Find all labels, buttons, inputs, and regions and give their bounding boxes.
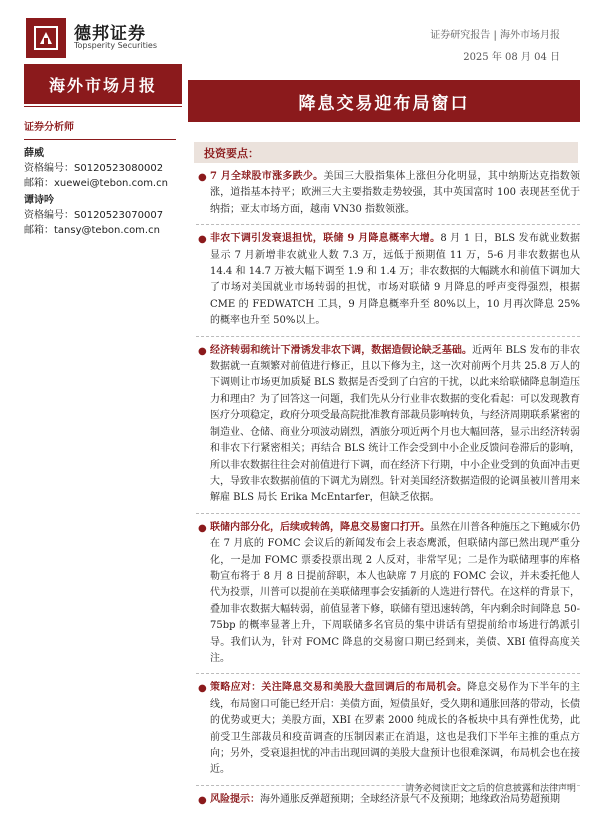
key-point-lead: 7 月全球股市涨多跌少。 [210,171,324,182]
banner-divider [24,106,182,107]
report-title: 降息交易迎布局窗口 [188,80,580,122]
section-banner: 海外市场月报 [24,64,182,104]
analyst-sidebar [24,120,184,238]
bullet-icon: ● [198,522,207,534]
analyst-entry [24,146,184,191]
logo-icon [26,18,66,58]
key-points-heading: 投资要点： [204,147,259,160]
footer-disclaimer: 请务必阅读正文之后的信息披露和法律声明 [404,784,576,794]
key-point [196,792,580,814]
bullet-icon: ● [198,683,207,695]
key-point-lead: 风险提示： [210,793,260,805]
key-point [196,520,580,675]
brand-name-en: Topsperity Securities [74,41,158,50]
report-type: 证券研究报告 | 海外市场月报 [430,30,560,41]
bullet-icon: ● [198,172,207,183]
key-point-body: 近两年 BLS 发布的非农数据就一直频繁对前值进行修正，且以下修为主，这一次对前两个月共 25.8 万人的下调则让市场更加质疑 BLS 数据是否受到了白宫的干扰，以此来给联储降息制造压力和理由？为了回答这一问题，我们先从分行业非农数据的变化看起：可以发现教育医疗分项稳定，政府分项受最高院批准教育部裁员影响转负，与经济周期联系紧密的制造业、仓储、商业分项波动剧烈，酒旅分项近两个月也大幅回落，显示出经济转弱和非农下行紧密相关；再结合 BLS 统计工作会受到中小企业反馈问卷滞后的影响，所以非农数据往往会对前值进行下调，而在经济下行期，中小企业受到的负面冲击更大，导致非农数据前值的下调尤为剧烈。针对美国经济数据造假的论调虽被川普用来解雇 BLS 局长 Erika McEntarfer，但缺乏依据。 [210,344,580,504]
key-point-body: 虽然在川普各种施压之下鲍威尔仍在 7 月底的 FOMC 会议后的新闻发布会上表态鹰派，但联储内部已然出现严重分化，一是加 FOMC 票委投票出现 2 人反对，非常罕见；二是作为联储理事的库格勒宣布将于 8 月 8 日提前辞职，本人也缺席 7 月底的 FOMC 会议，并未委托他人代为投票，川普可以提前在美联储理事会安插新的人选进行替代。在这样的背景下，叠加非农数据大幅转弱，前值显著下修，联储有望迅速转鸽，年内剩余时间降息 50-75bp 的概率显著上升，下周联储多名官员的集中讲话有望提前给市场进行鸽派引导。我们认为，针对 FOMC 降息的交易窗口期已经到来，美债、XBI 值得高度关注。 [210,521,580,664]
key-point-lead: 非农下调引发衰退担忧，联储 9 月降息概率大增。 [210,233,441,245]
key-point-lead: 经济转弱和统计下滑诱发非农下调，数据造假论缺乏基础。 [210,344,473,356]
key-point-body: 海外通胀反弹超预期；全球经济景气不及预期；地缘政治局势超预期 [260,793,560,805]
analyst-entry [24,193,184,238]
analyst-name: 谭诗吟 [24,195,54,206]
analyst-license: 资格编号：S0120523070007 [24,210,164,221]
report-date: 2025 年 08 月 04 日 [463,52,560,63]
analyst-name: 薛威 [24,148,44,159]
bullet-icon: ● [198,234,207,246]
key-points-list [196,169,580,820]
sidebar-divider [24,139,176,140]
key-point-body: 美国三大股指集体上涨但分化明显，其中纳斯达克指数领涨，道指基本持平；欧洲三大主要指数走势较强，其中英国富时 100 表现甚至优于纳指；亚太市场方面，越南 VN30 指数领涨。 [210,171,580,215]
key-point-body: 降息交易作为下半年的主线，布局窗口可能已经开启：美债方面，短债虽好，受久期和通胀回落的带动，长债的优势或更大；美股方面，XBI 在罗素 2000 纯成长的各板块中具有弹性优势，此前受卫生部裁员和疫苗调查的压制因素正在消退，这也是我们下半年主推的重点方向；另外，受衰退担忧的冲击出现回调的美股大盘预计也很难深调，布局机会也在接近。 [210,682,581,776]
key-point [196,680,580,785]
key-point-lead: 策略应对：关注降息交易和美股大盘回调后的布局机会。 [210,682,468,694]
bullet-icon: ● [198,794,207,806]
key-point [196,169,580,225]
analyst-email[interactable]: 邮箱：tansy@tebon.com.cn [24,225,160,236]
brand-name: 德邦证券 [74,24,146,44]
analyst-role-heading: 证券分析师 [24,122,74,133]
key-point [196,343,580,514]
analyst-license: 资格编号：S0120523080002 [24,163,164,174]
bullet-icon: ● [198,345,207,357]
analyst-email[interactable]: 邮箱：xuewei@tebon.com.cn [24,178,168,189]
key-point-body: 8 月 1 日，BLS 发布就业数据显示 7 月新增非农就业人数 7.3 万，远低于预期值 11 万，5-6 月非农数据也从 14.4 和 14.7 万被大幅下调至 1.9 和 1.4 万；非农数据的大幅跳水和前值下调加大了市场对美国就业市场转弱的担忧，市场对联储 9 月降息的呼声变得强烈，根据 CME 的 FEDWATCH 工具，9 月降息概率升至 80%以上，10 月再次降息 25%的概率也升至 50%以上。 [210,233,580,327]
key-point-lead: 联储内部分化，后续或转鸽，降息交易窗口打开。 [210,521,430,533]
key-point [196,231,580,336]
